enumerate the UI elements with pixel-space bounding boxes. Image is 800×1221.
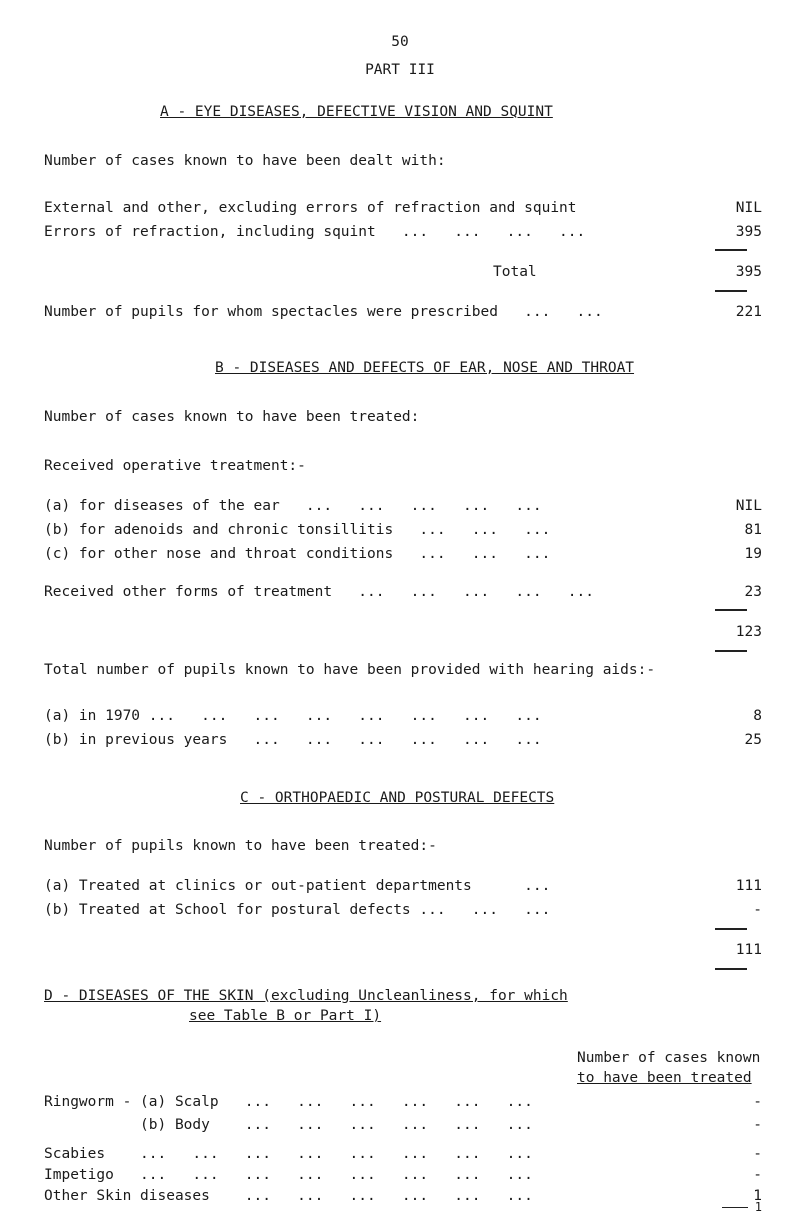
- section-b-row-adenoids: (b) for adenoids and chronic tonsillitis ... ... ...: [44, 522, 551, 538]
- section-d-row-other-skin: Other Skin diseases ... ... ... ... ... ...: [44, 1188, 533, 1204]
- section-a-rule-2: [715, 290, 747, 292]
- section-d-value-scabies: -: [753, 1146, 762, 1162]
- section-d-row-impetigo: Impetigo ... ... ... ... ... ... ... ...: [44, 1167, 533, 1183]
- section-d-value-ringworm-scalp: -: [753, 1094, 762, 1110]
- section-d-col-header-line2: to have been treated: [577, 1070, 752, 1086]
- section-d-col-header-line1: Number of cases known: [577, 1050, 761, 1066]
- section-b-hearing-row-1970: (a) in 1970 ... ... ... ... ... ... ... ...: [44, 708, 542, 724]
- section-c-value-postural: -: [753, 902, 762, 918]
- section-a-row-refraction: Errors of refraction, including squint ... ... ... ...: [44, 224, 586, 240]
- section-c-rule-2: [715, 968, 747, 970]
- section-c-value-clinics: 111: [735, 878, 762, 894]
- section-d-row-ringworm-scalp: Ringworm - (a) Scalp ... ... ... ... ... ...: [44, 1094, 533, 1110]
- section-b-rule-1: [715, 609, 747, 611]
- section-c-rule-1: [715, 928, 747, 930]
- section-c-row-clinics: (a) Treated at clinics or out-patient departments ...: [44, 878, 551, 894]
- section-b-value-other-nose: 19: [744, 546, 762, 562]
- section-b-total-value: 123: [735, 624, 762, 640]
- section-b-row-ear: (a) for diseases of the ear ... ... ... ... ...: [44, 498, 542, 514]
- section-d-value-ringworm-body: -: [753, 1117, 762, 1133]
- section-a-spectacles-label: Number of pupils for whom spectacles were prescribed ... ...: [44, 304, 603, 320]
- section-b-hearing-row-previous: (b) in previous years ... ... ... ... ... ...: [44, 732, 542, 748]
- section-c-heading: C - ORTHOPAEDIC AND POSTURAL DEFECTS: [240, 790, 555, 806]
- section-b-other-value: 23: [744, 584, 762, 600]
- section-d-total-value: 1: [754, 1200, 762, 1214]
- section-a-value-refraction: 395: [735, 224, 762, 240]
- section-d-value-other-skin: 1: [753, 1188, 762, 1204]
- section-c-total-value: 111: [735, 942, 762, 958]
- section-d-heading-line2: see Table B or Part I): [189, 1008, 382, 1024]
- section-b-hearing-value-previous: 25: [744, 732, 762, 748]
- section-c-row-postural: (b) Treated at School for postural defects ... ... ...: [44, 902, 551, 918]
- section-a-rule-1: [715, 249, 747, 251]
- section-c-intro: Number of pupils known to have been treated:-: [44, 838, 437, 854]
- part-title: PART III: [365, 62, 435, 78]
- section-a-spectacles-value: 221: [735, 304, 762, 320]
- section-b-other-label: Received other forms of treatment ... ... ... ... ...: [44, 584, 594, 600]
- section-b-value-adenoids: 81: [744, 522, 762, 538]
- section-b-operative-label: Received operative treatment:-: [44, 458, 306, 474]
- section-a-row-external: External and other, excluding errors of refraction and squint: [44, 200, 577, 216]
- section-d-rule-1: [722, 1207, 748, 1208]
- section-d-value-impetigo: -: [753, 1167, 762, 1183]
- section-a-value-external: NIL: [735, 200, 762, 216]
- section-a-total-label: Total: [493, 264, 537, 280]
- section-b-heading: B - DISEASES AND DEFECTS OF EAR, NOSE AND THROAT: [215, 360, 635, 376]
- section-b-hearing-label: Total number of pupils known to have been provided with hearing aids:-: [44, 662, 656, 678]
- section-b-intro: Number of cases known to have been treated:: [44, 409, 420, 425]
- section-d-heading-line1: D - DISEASES OF THE SKIN (excluding Uncleanliness, for which: [44, 988, 568, 1004]
- section-b-row-other-nose: (c) for other nose and throat conditions ... ... ...: [44, 546, 551, 562]
- section-b-rule-2: [715, 650, 747, 652]
- section-a-total-value: 395: [735, 264, 762, 280]
- section-a-intro: Number of cases known to have been dealt with:: [44, 153, 446, 169]
- section-b-value-ear: NIL: [735, 498, 762, 514]
- section-d-row-scabies: Scabies ... ... ... ... ... ... ... ...: [44, 1146, 533, 1162]
- section-a-heading: A - EYE DISEASES, DEFECTIVE VISION AND SQUINT: [160, 104, 553, 120]
- section-d-row-ringworm-body: (b) Body ... ... ... ... ... ...: [44, 1117, 533, 1133]
- page-number: 50: [391, 34, 409, 50]
- section-b-hearing-value-1970: 8: [753, 708, 762, 724]
